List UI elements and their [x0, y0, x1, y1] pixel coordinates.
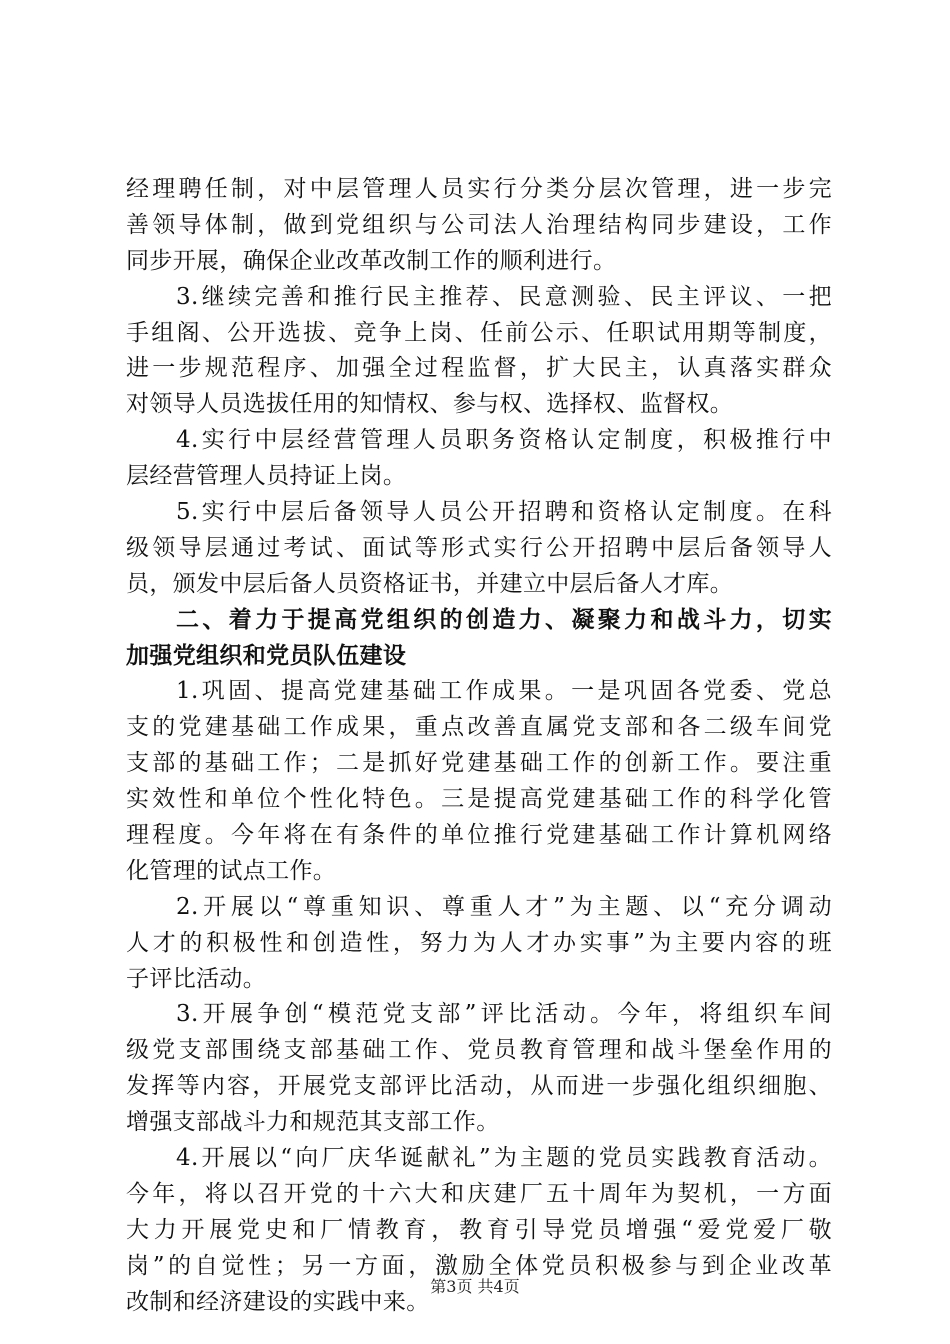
paragraph [126, 280, 832, 424]
text-line: 支的党建基础工作成果，重点改善直属党支部和各二级车间党 [126, 714, 832, 741]
text-line: 4.开展以“向厂庆华诞献礼”为主题的党员实践教育活动。 [176, 1145, 832, 1172]
text-line: 层经营管理人员持证上岗。 [126, 463, 407, 490]
paragraph [126, 172, 832, 280]
text-line: 经理聘任制，对中层管理人员实行分类分层次管理，进一步完 [126, 176, 832, 202]
text-line: 级领导层通过考试、面试等形式实行公开招聘中层后备领导人 [126, 534, 832, 561]
text-line: 3.继续完善和推行民主推荐、民意测验、民主评议、一把 [176, 283, 832, 310]
paragraph [126, 997, 832, 1141]
text-line: 改制和经济建设的实践中来。 [126, 1288, 430, 1315]
text-line: 人才的积极性和创造性，努力为人才办实事”为主要内容的班 [126, 929, 832, 956]
heading-line: 二、着力于提高党组织的创造力、凝聚力和战斗力，切实 [176, 606, 832, 633]
page-number: 第3页 共4页 [430, 1277, 520, 1296]
text-line: 4.实行中层经营管理人员职务资格认定制度，积极推行中 [176, 427, 832, 454]
paragraph [126, 423, 832, 495]
paragraph [126, 890, 832, 998]
text-line: 发挥等内容，开展党支部评比活动，从而进一步强化组织细胞、 [126, 1073, 832, 1100]
text-line: 3.开展争创“模范党支部”评比活动。今年，将组织车间 [176, 1001, 832, 1028]
text-line: 子评比活动。 [126, 965, 267, 992]
text-line: 5.实行中层后备领导人员公开招聘和资格认定制度。在科 [176, 499, 832, 526]
text-line: 进一步规范程序、加强全过程监督，扩大民主，认真落实群众 [126, 355, 832, 382]
text-line: 手组阁、公开选拔、竞争上岗、任前公示、任职试用期等制度， [126, 319, 832, 346]
text-line: 岗”的自觉性；另一方面，激励全体党员积极参与到企业改革 [126, 1252, 832, 1279]
text-line: 支部的基础工作；二是抓好党建基础工作的创新工作。要注重 [126, 750, 832, 777]
text-line: 善领导体制，做到党组织与公司法人治理结构同步建设，工作 [126, 211, 832, 238]
text-line: 级党支部围绕支部基础工作、党员教育管理和战斗堡垒作用的 [126, 1037, 832, 1064]
heading-line: 加强党组织和党员队伍建设 [126, 642, 407, 669]
text-line: 今年，将以召开党的十六大和庆建厂五十周年为契机，一方面 [126, 1180, 832, 1207]
text-line: 2.开展以“尊重知识、尊重人才”为主题、以“充分调动 [176, 893, 832, 920]
text-line: 1.巩固、提高党建基础工作成果。一是巩固各党委、党总 [176, 678, 832, 705]
text-line: 同步开展，确保企业改革改制工作的顺利进行。 [126, 247, 617, 274]
paragraph [126, 495, 832, 603]
document-body [126, 172, 832, 1321]
section-heading [126, 603, 832, 675]
paragraph [126, 674, 832, 889]
page-footer [0, 1274, 950, 1297]
text-line: 实效性和单位个性化特色。三是提高党建基础工作的科学化管 [126, 786, 832, 813]
text-line: 对领导人员选拔任用的知情权、参与权、选择权、监督权。 [126, 391, 734, 418]
text-line: 理程度。今年将在有条件的单位推行党建基础工作计算机网络 [126, 822, 832, 849]
text-line: 化管理的试点工作。 [126, 857, 337, 884]
text-line: 大力开展党史和厂情教育，教育引导党员增强“爱党爱厂敬 [126, 1216, 832, 1243]
text-line: 员，颁发中层后备人员资格证书，并建立中层后备人才库。 [126, 570, 734, 597]
text-line: 增强支部战斗力和规范其支部工作。 [126, 1109, 500, 1136]
